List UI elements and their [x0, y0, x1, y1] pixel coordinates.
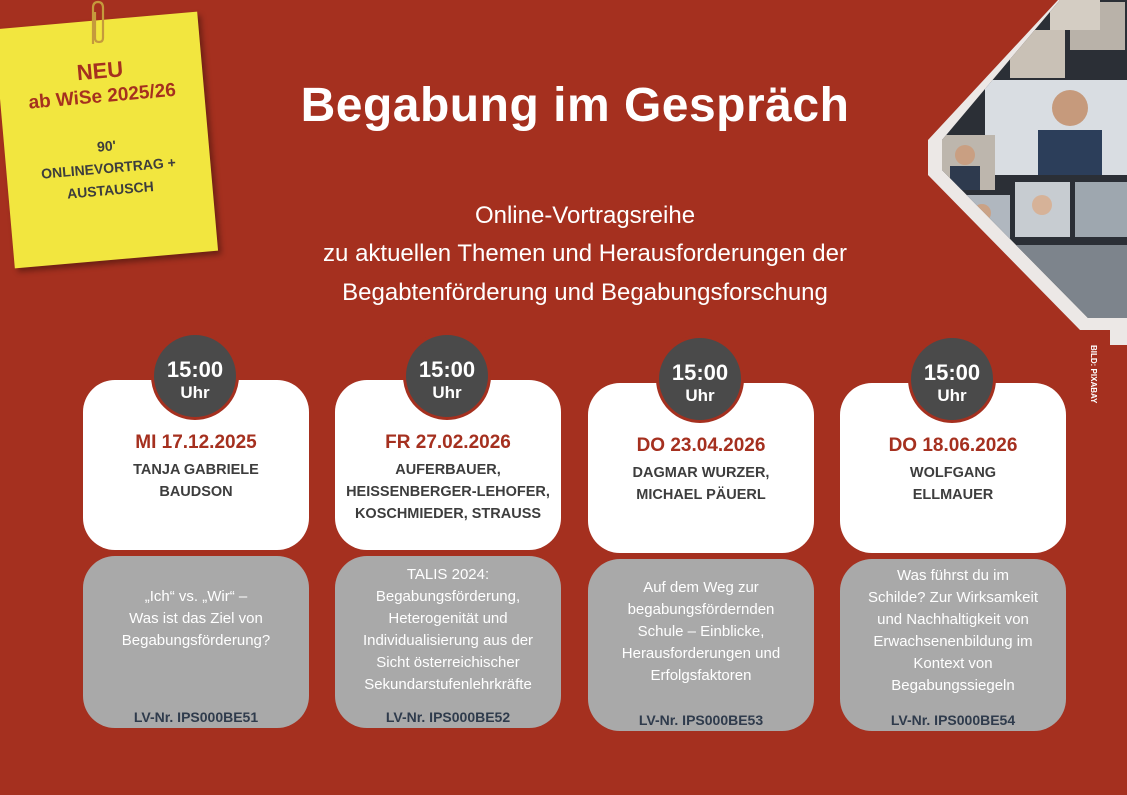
course-number: LV-Nr. IPS000BE52 [385, 709, 511, 725]
description-line: Auf dem Weg zur [643, 579, 759, 596]
subtitle-line-3: Begabtenförderung und Begabungsforschung [342, 279, 828, 306]
description-line: Was führst du im [897, 567, 1009, 584]
event-description [341, 564, 555, 696]
event-date: MI 17.12.2025 [135, 432, 257, 453]
event-time: 15:00 [418, 357, 476, 382]
speaker-line: KOSCHMIEDER, STRAUSS [354, 506, 542, 522]
event-date: DO 23.04.2026 [636, 435, 766, 456]
event-speaker [840, 462, 1066, 506]
event-description-box [840, 559, 1066, 731]
description-line: Schule – Einblicke, [637, 623, 765, 640]
speaker-line: DAGMAR WURZER, [632, 465, 770, 481]
description-line: Begabungsförderung, [375, 588, 521, 605]
sticky-note [0, 12, 218, 269]
note-new-label: NEU [75, 56, 125, 86]
course-number: LV-Nr. IPS000BE51 [133, 709, 259, 725]
speaker-line: ELLMAUER [912, 487, 994, 503]
paperclip-icon [85, 0, 109, 48]
event-speaker [588, 462, 814, 506]
description-line: Was ist das Ziel von [129, 610, 263, 627]
description-line: TALIS 2024: [406, 566, 490, 583]
event-description [846, 565, 1060, 697]
description-line: und Nachhaltigkeit von [877, 611, 1029, 628]
event-column-2 [335, 332, 561, 732]
event-column-1 [83, 332, 309, 732]
description-line: Individualisierung aus der [362, 632, 534, 649]
course-number: LV-Nr. IPS000BE54 [890, 712, 1016, 728]
description-line: Sekundarstufenlehrkräfte [364, 676, 532, 693]
event-date: FR 27.02.2026 [385, 432, 511, 453]
event-time-unit: Uhr [685, 386, 715, 405]
event-description-box [588, 559, 814, 731]
course-number: LV-Nr. IPS000BE53 [638, 712, 764, 728]
description-line: Erfolgsfaktoren [650, 667, 752, 684]
event-column-3 [588, 335, 814, 735]
note-semester: ab WiSe 2025/26 [27, 79, 177, 114]
page-title: Begabung im Gespräch [300, 79, 850, 132]
event-column-4 [840, 335, 1066, 735]
description-line: Herausforderungen und [621, 645, 781, 662]
event-time: 15:00 [166, 357, 224, 382]
note-duration: 90' [96, 137, 117, 155]
video-conference-photo [920, 0, 1127, 345]
event-time-unit: Uhr [937, 386, 967, 405]
description-line: Schilde? Zur Wirksamkeit [867, 589, 1039, 606]
time-badge [908, 335, 996, 423]
description-line: Heterogenität und [388, 610, 508, 627]
speaker-line: BAUDSON [159, 484, 233, 500]
description-line: Kontext von [913, 655, 993, 672]
description-line: „Ich“ vs. „Wir“ – [144, 588, 248, 605]
time-badge [151, 332, 239, 420]
speaker-line: WOLFGANG [909, 465, 997, 481]
description-line: begabungsfördernden [627, 601, 775, 618]
event-description [89, 586, 303, 652]
description-line: Begabungsförderung? [121, 632, 271, 649]
note-format: ONLINEVORTRAG + [40, 154, 177, 182]
description-line: Begabungssiegeln [891, 677, 1015, 694]
description-line: Erwachsenenbildung im [873, 633, 1033, 650]
speaker-line: TANJA GABRIELE [133, 462, 259, 478]
event-date: DO 18.06.2026 [888, 435, 1018, 456]
event-description [594, 577, 808, 687]
time-badge [403, 332, 491, 420]
time-badge [656, 335, 744, 423]
speaker-line: AUFERBAUER, [395, 462, 501, 478]
event-time-unit: Uhr [432, 383, 462, 402]
event-time: 15:00 [671, 360, 729, 385]
speaker-line: HEISSENBERGER-LEHOFER, [346, 484, 550, 500]
event-time-unit: Uhr [180, 383, 210, 402]
photo-credit: BILD: PIXABAY [1089, 345, 1098, 404]
event-speaker [83, 459, 309, 503]
event-description-box [335, 556, 561, 728]
subtitle-line-1: Online-Vortragsreihe [474, 202, 696, 229]
event-time: 15:00 [923, 360, 981, 385]
event-speaker [335, 459, 561, 525]
note-format-2: AUSTAUSCH [66, 178, 155, 202]
event-description-box [83, 556, 309, 728]
description-line: Sicht österreichischer [376, 654, 520, 671]
subtitle-line-2: zu aktuellen Themen und Herausforderungen der [323, 240, 847, 267]
speaker-line: MICHAEL PÄUERL [636, 487, 766, 503]
